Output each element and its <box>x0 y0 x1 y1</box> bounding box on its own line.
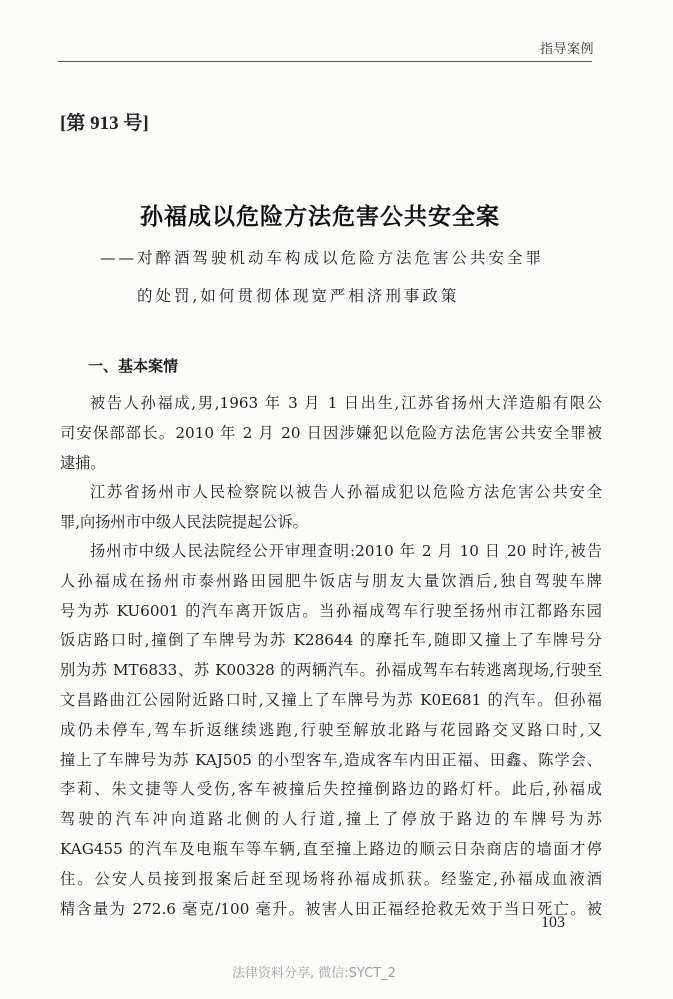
page-number: 103 <box>541 914 565 931</box>
text-line: 司安保部部长。2010 年 2 月 20 日因涉嫌犯以危险方法危害公共安全罪被 <box>60 423 602 442</box>
section-heading: 一、基本案情 <box>88 357 179 375</box>
text-line: KAG455 的汽车及电瓶车等车辆,直至撞上路边的顺云日杂商店的墙面才停 <box>60 839 602 858</box>
text-line: 罪,向扬州市中级人民法院提起公诉。 <box>60 512 308 531</box>
text-line: 别为苏 MT6833、苏 K00328 的两辆汽车。孙福成驾车右转逃离现场,行驶至 <box>60 661 602 680</box>
text-line: 成仍未停车,驾车折返继续逃跑,行驶至解放北路与花园路交叉路口时,又 <box>60 720 602 739</box>
case-subtitle-line: 的处罚,如何贯彻体现宽严相济刑事政策 <box>137 287 460 305</box>
text-line: 住。公安人员接到报案后赶至现场将孙福成抓获。经鉴定,孙福成血液酒 <box>60 869 602 888</box>
header-rule <box>58 61 592 62</box>
case-title: 孙福成以危险方法危害公共安全案 <box>140 203 500 230</box>
paragraph-prosecution <box>60 478 602 538</box>
text-line: 驾驶的汽车冲向道路北侧的人行道,撞上了停放于路边的车牌号为苏 <box>60 810 602 829</box>
text-line: 文昌路曲江公园附近路口时,又撞上了车牌号为苏 K0E681 的汽车。但孙福 <box>60 690 602 709</box>
text-line: 李莉、朱文捷等人受伤,客车被撞后失控撞倒路边的路灯杆。此后,孙福成 <box>60 780 602 799</box>
case-number: [第 913 号] <box>60 113 149 134</box>
text-line: 饭店路口时,撞倒了车牌号为苏 K28644 的摩托车,随即又撞上了车牌号分 <box>60 631 602 650</box>
watermark-text: 法律资料分享, 微信:SYCT_2 <box>232 966 396 981</box>
text-line: 人孙福成在扬州市泰州路田园肥牛饭店与朋友大量饮酒后,独自驾驶车牌 <box>60 571 602 590</box>
paragraph-facts <box>60 537 602 924</box>
text-line: 精含量为 272.6 毫克/100 毫升。被害人田正福经抢救无效于当日死亡。被 <box>60 899 602 918</box>
text-line: 逮捕。 <box>60 453 106 472</box>
text-line: 撞上了车牌号为苏 KAJ505 的小型客车,造成客车内田正福、田鑫、陈学会、 <box>60 750 602 769</box>
text-line: 江苏省扬州市人民检察院以被告人孙福成犯以危险方法危害公共安全 <box>90 483 602 501</box>
running-head: 指导案例 <box>540 42 595 57</box>
text-line: 号为苏 KU6001 的汽车离开饭店。当孙福成驾车行驶至扬州市江都路东园 <box>60 601 602 620</box>
text-line: 扬州市中级人民法院经公开审理查明:2010 年 2 月 10 日 20 时许,被告 <box>90 542 602 560</box>
case-subtitle-line: ——对醉酒驾驶机动车构成以危险方法危害公共安全罪 <box>100 249 545 267</box>
text-line: 被告人孙福成,男,1963 年 3 月 1 日出生,江苏省扬州大洋造船有限公 <box>90 394 602 412</box>
paragraph-defendant-info <box>60 389 602 478</box>
